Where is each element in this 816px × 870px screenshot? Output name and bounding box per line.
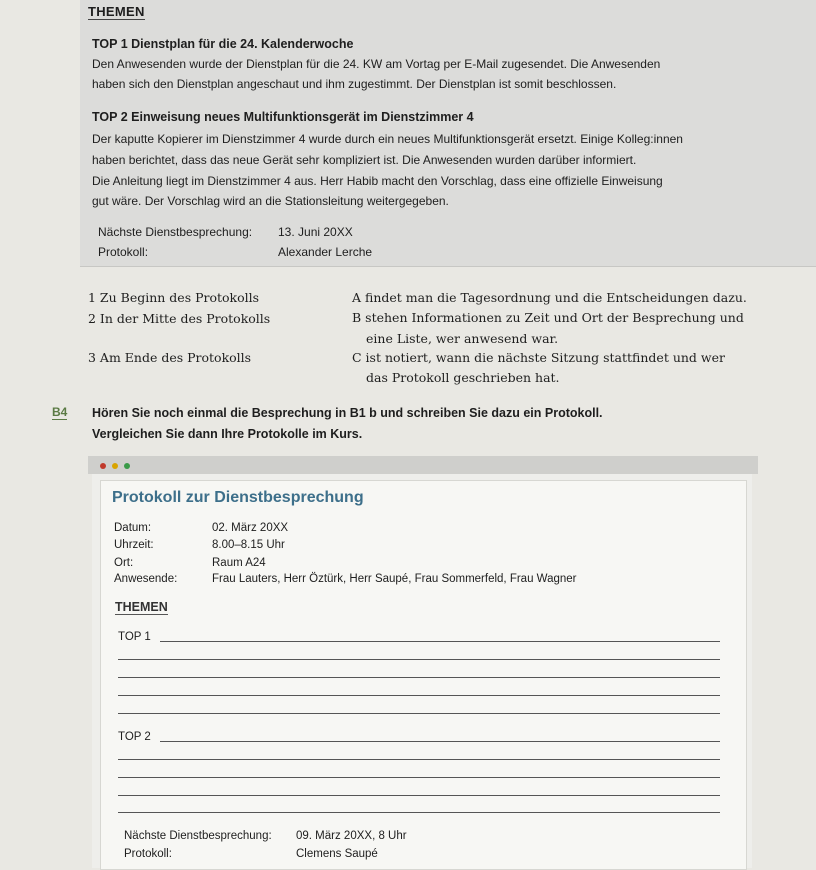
- example-next-meeting-value: 13. Juni 20XX: [278, 225, 353, 239]
- form-uhrzeit-value: 8.00–8.15 Uhr: [212, 539, 285, 551]
- example-top2-line-4: gut wäre. Der Vorschlag wird an die Stationsleitung weitergegeben.: [92, 194, 449, 208]
- matching-right-c-2: das Protokoll geschrieben hat.: [366, 370, 560, 385]
- matching-right-c-1: C ist notiert, wann die nächste Sitzung stattfindet und wer: [352, 350, 725, 365]
- form-themen-heading: THEMEN: [115, 600, 168, 614]
- example-protokoll-value: Alexander Lerche: [278, 245, 373, 259]
- form-anwesende-label: Anwesende:: [114, 573, 178, 585]
- example-next-meeting-label: Nächste Dienstbesprechung:: [98, 225, 253, 239]
- form-top1-input-line[interactable]: [118, 659, 720, 660]
- form-title: Protokoll zur Dienstbesprechung: [112, 489, 364, 506]
- form-protokoll-label: Protokoll:: [124, 848, 172, 860]
- form-uhrzeit-label: Uhrzeit:: [114, 539, 154, 551]
- form-datum-label: Datum:: [114, 522, 152, 534]
- matching-left-1: 1 Zu Beginn des Protokolls: [88, 290, 260, 305]
- example-themen-heading: THEMEN: [88, 4, 145, 19]
- example-top1-title: TOP 1 Dienstplan für die 24. Kalenderwoche: [92, 37, 354, 51]
- form-anwesende-value: Frau Lauters, Herr Öztürk, Herr Saupé, Frau Sommerfeld, Frau Wagner: [212, 573, 577, 585]
- window-maximize-icon: [124, 463, 130, 469]
- example-top2-line-1: Der kaputte Kopierer im Dienstzimmer 4 wurde durch ein neues Multifunktionsgerät ersetzt. Einige Kolleg:innen: [92, 132, 683, 146]
- form-top2-input-line[interactable]: [118, 812, 720, 813]
- matching-right-a: A findet man die Tagesordnung und die Entscheidungen dazu.: [352, 290, 747, 305]
- matching-right-b-1: B stehen Informationen zu Zeit und Ort der Besprechung und: [352, 310, 744, 325]
- form-next-meeting-label: Nächste Dienstbesprechung:: [124, 830, 272, 842]
- form-top2-input-line[interactable]: [118, 795, 720, 796]
- form-top2-input-line[interactable]: [160, 741, 720, 742]
- example-top1-line-1: Den Anwesenden wurde der Dienstplan für die 24. KW am Vortag per E-Mail zugesendet. Die Anwesenden: [92, 57, 661, 71]
- matching-left-3: 3 Am Ende des Protokolls: [88, 350, 252, 365]
- task-line-1: Hören Sie noch einmal die Besprechung in B1 b und schreiben Sie dazu ein Protokoll.: [92, 406, 603, 420]
- form-top2-label: TOP 2: [118, 731, 151, 743]
- task-label: B4: [52, 405, 68, 419]
- example-protokoll-label: Protokoll:: [98, 245, 149, 259]
- window-close-icon: [100, 463, 106, 469]
- example-top2-title: TOP 2 Einweisung neues Multifunktionsgerät im Dienstzimmer 4: [92, 110, 474, 124]
- task-line-2: Vergleichen Sie dann Ihre Protokolle im Kurs.: [92, 427, 363, 441]
- example-top2-line-3: Die Anleitung liegt im Dienstzimmer 4 aus. Herr Habib macht den Vorschlag, dass eine offizielle Einweisung: [92, 174, 663, 188]
- form-top1-label: TOP 1: [118, 631, 151, 643]
- form-next-meeting-value: 09. März 20XX, 8 Uhr: [296, 830, 407, 842]
- matching-right-b-2: eine Liste, wer anwesend war.: [366, 331, 559, 346]
- matching-left-2: 2 In der Mitte des Protokolls: [88, 311, 271, 326]
- example-top1-line-2: haben sich den Dienstplan angeschaut und ihm zugestimmt. Der Dienstplan ist somit beschlossen.: [92, 77, 617, 91]
- window-minimize-icon: [112, 463, 118, 469]
- form-ort-label: Ort:: [114, 557, 134, 569]
- form-protokoll-value: Clemens Saupé: [296, 848, 378, 860]
- form-top1-input-line[interactable]: [118, 677, 720, 678]
- form-top1-input-line[interactable]: [118, 695, 720, 696]
- form-top1-input-line[interactable]: [118, 713, 720, 714]
- form-top1-input-line[interactable]: [160, 641, 720, 642]
- form-datum-value: 02. März 20XX: [212, 522, 289, 534]
- example-top2-line-2: haben berichtet, dass das neue Gerät sehr kompliziert ist. Die Anwesenden wurden darüber informiert.: [92, 153, 637, 167]
- form-top2-input-line[interactable]: [118, 777, 720, 778]
- form-ort-value: Raum A24: [212, 557, 266, 569]
- form-top2-input-line[interactable]: [118, 759, 720, 760]
- window-title-bar: [88, 456, 758, 474]
